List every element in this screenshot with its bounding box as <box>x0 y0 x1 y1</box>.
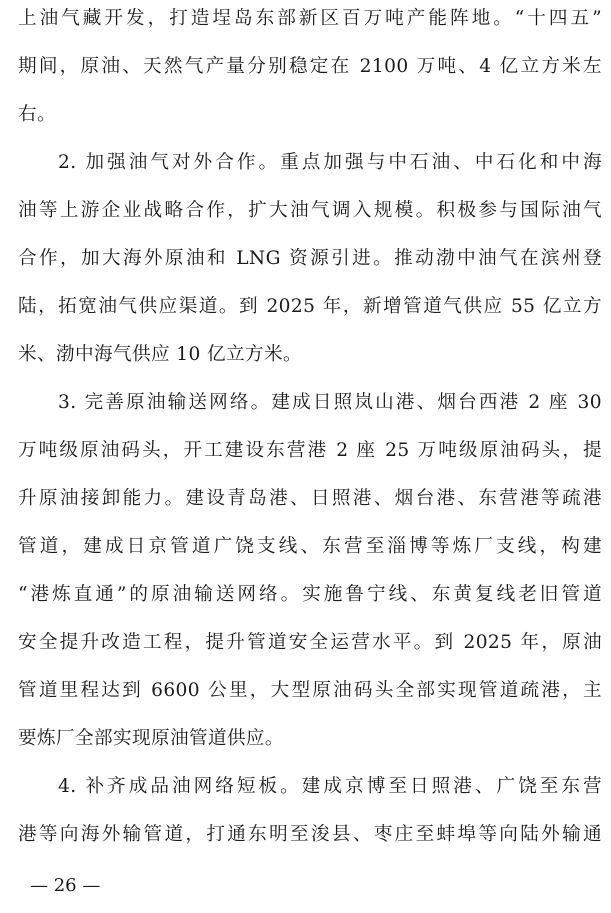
text-line: 要炼厂全部实现原油管道供应。 <box>18 728 284 749</box>
text-line: 万吨级原油码头，开工建设东营港 2 座 25 万吨级原油码头，提 <box>18 440 602 461</box>
text-line: 管道，建成日京管道广饶支线、东营至淄博等炼厂支线，构建 <box>18 536 602 557</box>
text-line: 合作，加大海外原油和 LNG 资源引进。推动渤中油气在滨州登 <box>18 248 602 269</box>
page-number: — 26 — <box>30 875 101 896</box>
text-line: 米、渤中海气供应 10 亿立方米。 <box>18 344 302 365</box>
text-line: 上油气藏开发，打造埕岛东部新区百万吨产能阵地。“十四五” <box>18 8 602 29</box>
text-line: 右。 <box>18 104 56 125</box>
text-line: 港等向海外输管道，打通东明至浚县、枣庄至蚌埠等向陆外输通 <box>18 824 602 845</box>
text-line: 油等上游企业战略合作，扩大油气调入规模。积极参与国际油气 <box>18 200 602 221</box>
text-line: 2. 加强油气对外合作。重点加强与中石油、中石化和中海 <box>58 152 602 173</box>
text-line: 管道里程达到 6600 公里，大型原油码头全部实现管道疏港，主 <box>18 680 602 701</box>
text-line: 陆，拓宽油气供应渠道。到 2025 年，新增管道气供应 55 亿立方 <box>18 296 602 317</box>
text-line: 安全提升改造工程，提升管道安全运营水平。到 2025 年，原油 <box>18 632 602 653</box>
text-line: “港炼直通”的原油输送网络。实施鲁宁线、东黄复线老旧管道 <box>18 584 602 605</box>
text-line: 3. 完善原油输送网络。建成日照岚山港、烟台西港 2 座 30 <box>58 392 602 413</box>
text-line: 升原油接卸能力。建设青岛港、日照港、烟台港、东营港等疏港 <box>18 488 602 509</box>
text-line: 4. 补齐成品油网络短板。建成京博至日照港、广饶至东营 <box>58 776 602 797</box>
text-line: 期间，原油、天然气产量分别稳定在 2100 万吨、4 亿立方米左 <box>18 56 602 77</box>
